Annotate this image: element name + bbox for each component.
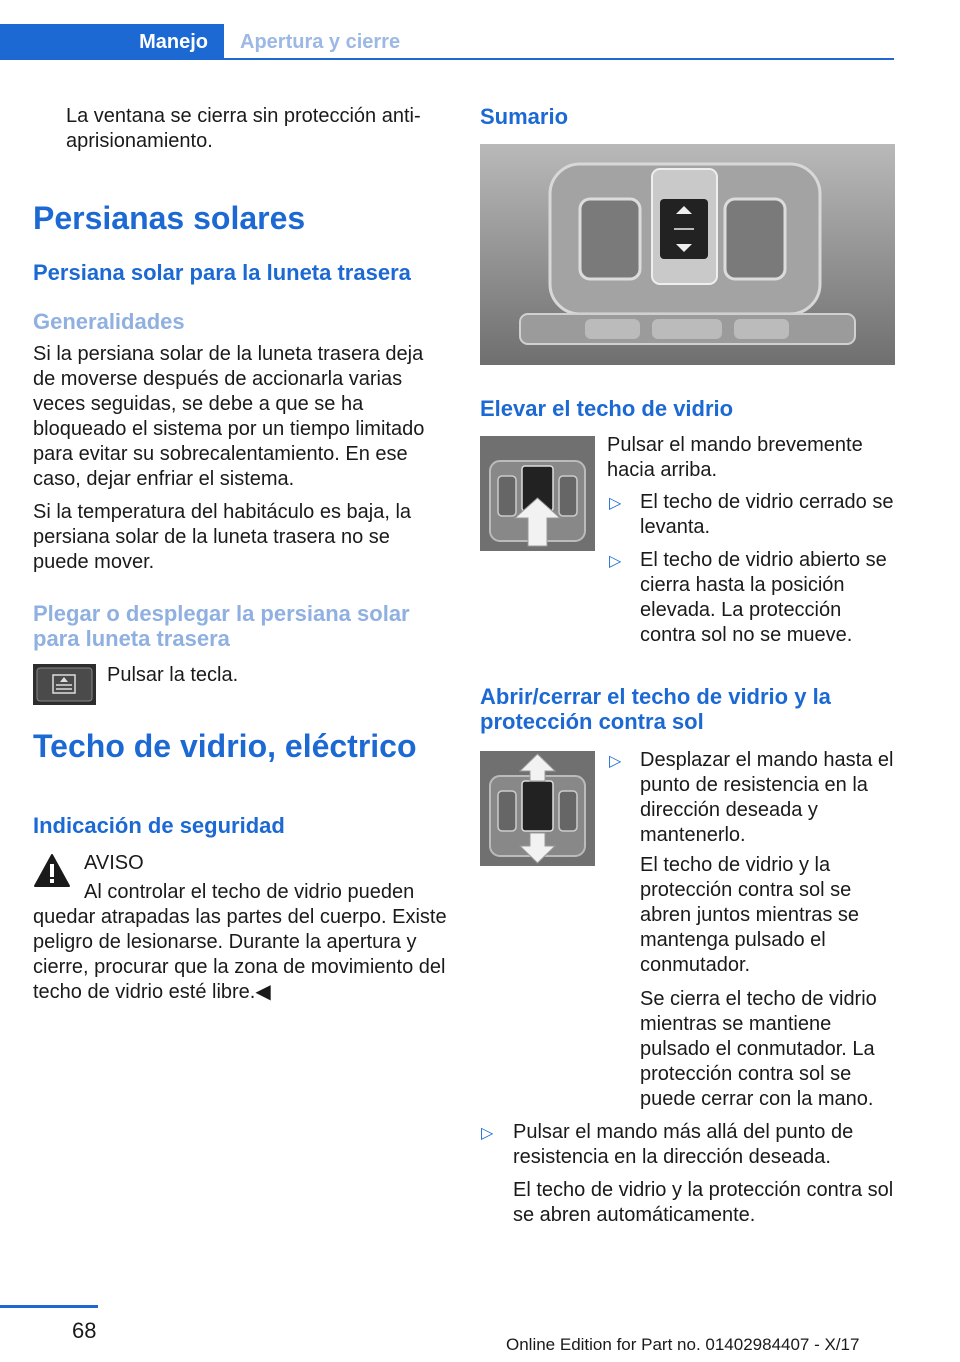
aviso-text-first: Al controlar el techo de vidrio pueden (84, 881, 415, 903)
rear-blind-button-image (33, 664, 96, 705)
pulsar-tecla-text: Pulsar la tecla. (107, 664, 239, 686)
edition-footer: Online Edition for Part no. 01402984407 - X/17 (506, 1335, 860, 1354)
elevar-intro: Pulsar el mando brevemente hacia arriba. (607, 434, 863, 481)
heading-elevar: Elevar el techo de vidrio (480, 396, 734, 421)
triangle-right-icon: ▷ (481, 1125, 494, 1142)
section-tab-manejo: Manejo (0, 24, 224, 60)
triangle-right-icon: ▷ (609, 495, 622, 512)
elevar-item-2: El techo de vidrio abierto se cierra hasta la posición elevada. La protección contra sol no se mueve. (640, 549, 887, 646)
heading-sumario: Sumario (480, 104, 569, 129)
triangle-right-icon: ▷ (609, 753, 622, 770)
abrir-item-2: Pulsar el mando más allá del punto de resistencia en la dirección deseada. (513, 1121, 854, 1168)
heading-plegar: Plegar o desplegar la persiana solar para luneta trasera (33, 601, 410, 651)
intro-line-2: aprisionamiento. (66, 130, 213, 152)
raise-roof-image (480, 436, 595, 551)
intro-line-1: La ventana se cierra sin protección anti- (66, 105, 421, 127)
abrir-paragraph-3: El techo de vidrio y la protección contra sol se abren automáticamente. (513, 1179, 894, 1226)
abrir-paragraph-2: Se cierra el techo de vidrio mientras se mantiene pulsado el conmutador. La protección contra sol se puede cerrar con la mano. (640, 988, 877, 1110)
triangle-right-icon: ▷ (609, 553, 622, 570)
intro-text (66, 104, 446, 154)
heading-techo-vidrio: Techo de vidrio, eléctrico (33, 728, 417, 764)
aviso-label: AVISO (84, 852, 144, 874)
roof-console-overview-image (480, 144, 895, 365)
warning-triangle-icon (33, 853, 71, 889)
aviso-text-rest: quedar atrapadas las partes del cuerpo. Existe peligro de lesionarse. Durante la apertura y cierre, procurar que la zona de movimiento del techo de vidrio esté libre.◀ (33, 906, 447, 1003)
paragraph-temperatura: Si la temperatura del habitáculo es baja, la persiana solar de la luneta trasera no se puede mover. (33, 501, 412, 573)
heading-persianas: Persianas solares (33, 200, 306, 236)
paragraph-generalidades: Si la persiana solar de la luneta trasera deja de moverse después de accionarla varias veces seguidas, se debe a que se ha bloqueado el sistema por un tiempo limitado para evitar su sobrecalentamiento. En ese caso, dejar enfriar el sistema. (33, 343, 425, 490)
abrir-paragraph-1: El techo de vidrio y la protección contra sol se abren juntos mientras se mantenga pulsado el conmutador. (640, 854, 860, 976)
heading-abrir: Abrir/cerrar el techo de vidrio y la protección contra sol (480, 684, 831, 734)
header-rule (224, 58, 894, 60)
open-close-roof-image (480, 751, 595, 866)
heading-indicacion: Indicación de seguridad (33, 813, 285, 838)
heading-persiana-luneta: Persiana solar para la luneta trasera (33, 260, 411, 285)
elevar-item-1: El techo de vidrio cerrado se levanta. (640, 491, 894, 538)
abrir-item-1: Desplazar el mando hasta el punto de resistencia en la dirección deseada y mantenerlo. (640, 749, 894, 846)
footer-rule (0, 1305, 98, 1308)
heading-generalidades: Generalidades (33, 309, 185, 334)
page-number: 68 (72, 1318, 97, 1343)
section-tab-apertura: Apertura y cierre (240, 31, 401, 53)
page-header (0, 24, 894, 62)
